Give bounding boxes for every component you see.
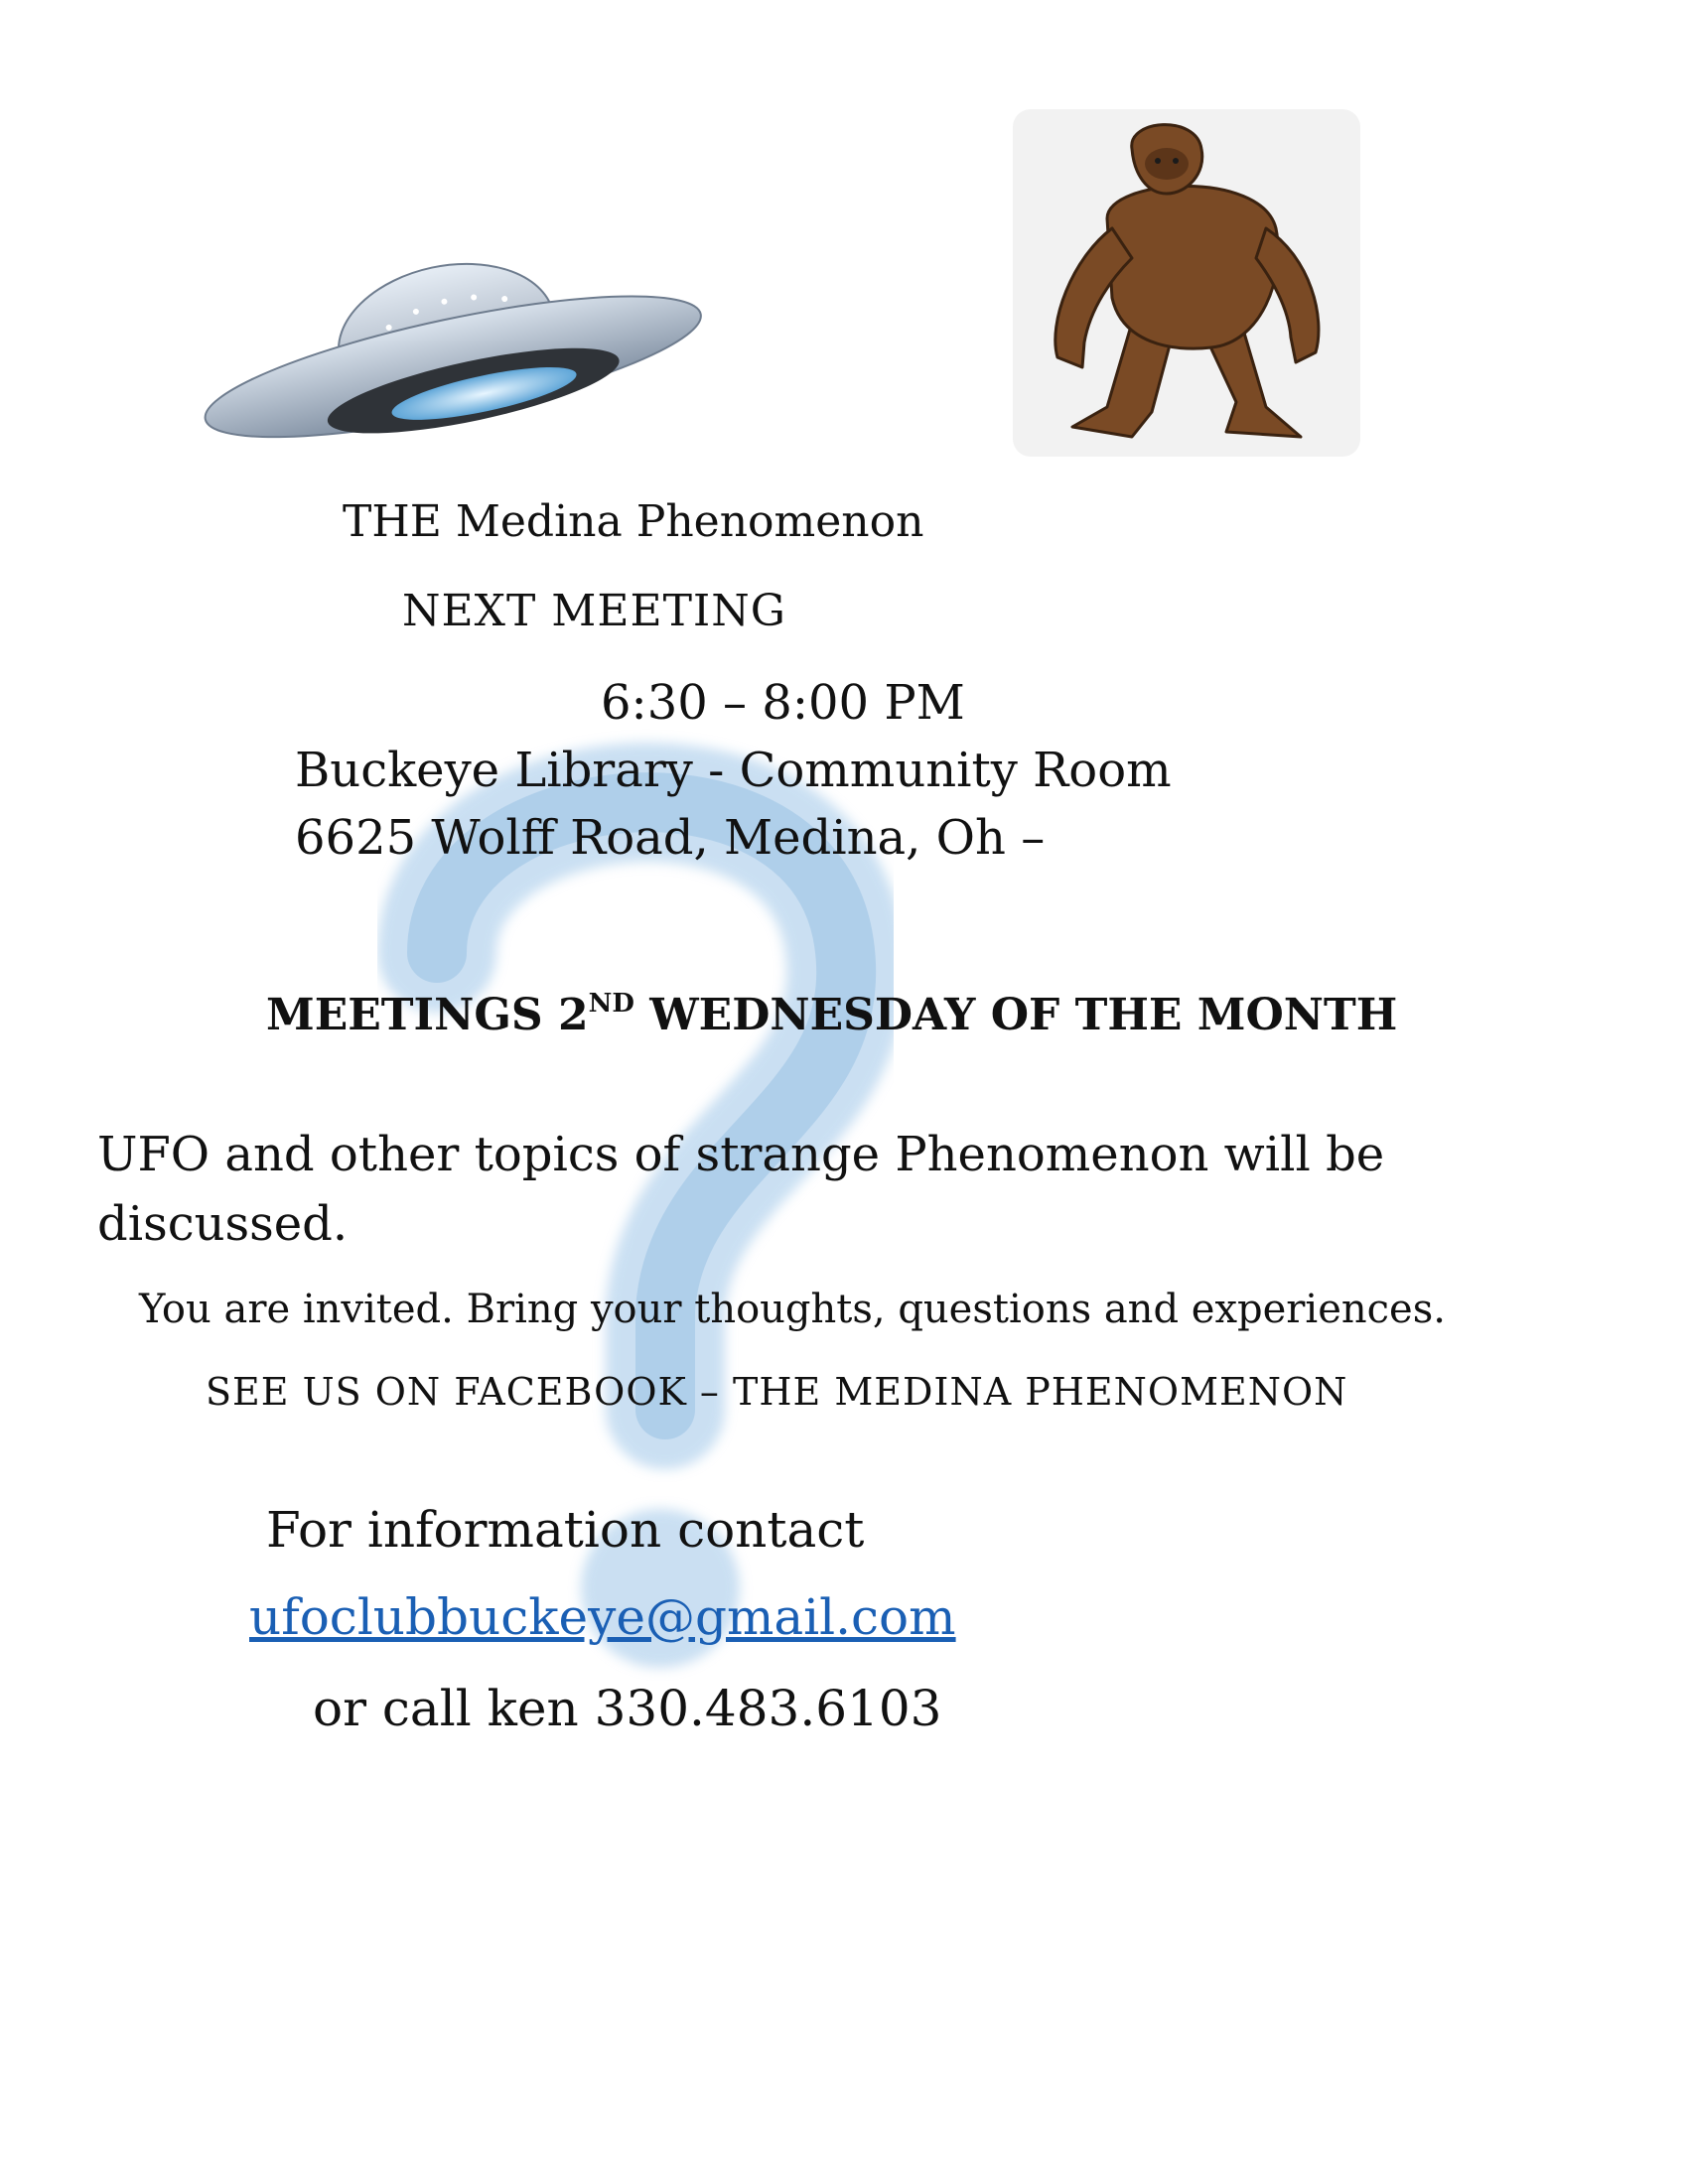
contact-intro: For information contact [266, 1501, 865, 1559]
next-meeting-heading: NEXT MEETING [402, 586, 786, 636]
bigfoot-icon [1013, 109, 1360, 457]
facebook-notice: SEE US ON FACEBOOK – THE MEDINA PHENOMENON [206, 1370, 1348, 1414]
schedule-prefix: MEETINGS 2 [266, 990, 589, 1040]
meeting-schedule [266, 989, 1397, 1040]
event-title: THE Medina Phenomenon [343, 496, 924, 547]
flying-saucer-icon [179, 218, 715, 457]
contact-phone: or call ken 330.483.6103 [313, 1680, 942, 1737]
topics-line-2: discussed. [97, 1196, 349, 1252]
invitation-text: You are invited. Bring your thoughts, questions and experiences. [139, 1287, 1446, 1332]
topics-line-1: UFO and other topics of strange Phenomenon will be [97, 1127, 1385, 1182]
meeting-time: 6:30 – 8:00 PM [601, 675, 965, 731]
schedule-ordinal: ND [588, 989, 634, 1019]
meeting-location: Buckeye Library - Community Room [295, 743, 1172, 798]
schedule-suffix: WEDNESDAY OF THE MONTH [633, 990, 1398, 1040]
meeting-address: 6625 Wolff Road, Medina, Oh – [295, 810, 1046, 866]
contact-email-link[interactable]: ufoclubbuckeye@gmail.com [249, 1588, 956, 1646]
